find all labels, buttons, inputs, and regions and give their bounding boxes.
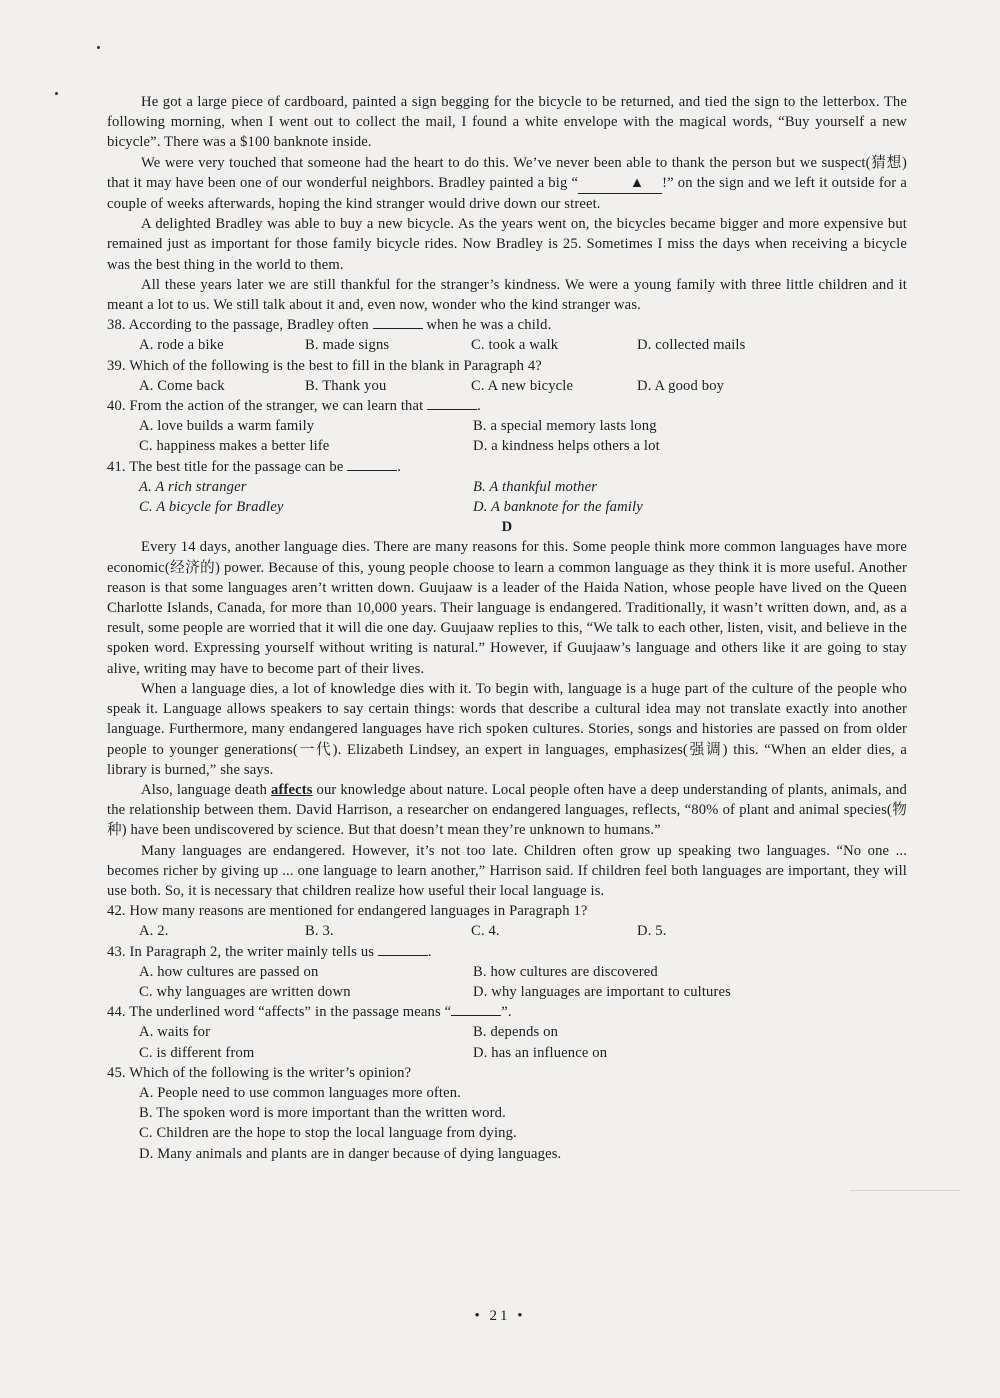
question-text: . — [397, 458, 402, 475]
question-text: ”. — [501, 1004, 512, 1021]
option: D. has an influence on — [473, 1044, 608, 1061]
page-number: • 21 • — [474, 1308, 526, 1324]
passage-c-paragraph: All these years later we are still thankful for the stranger’s kindness. We were a young family with three little children and it meant a lot to us. We still talk about it and, even now, wonder who the kind stranger was. — [107, 276, 907, 314]
question-options — [139, 335, 907, 355]
passage-c-paragraph: A delighted Bradley was able to buy a new bicycle. As the years went on, the bicycles became bigger and more expensive but remained just as important for those family bicycle rides. Now Bradley is 25. Sometimes I miss the days when receiving a bicycle was the best thing in the world to them. — [107, 216, 907, 273]
option: C. is different from — [139, 1044, 255, 1061]
scan-mark — [850, 1190, 960, 1191]
passage-d-paragraph: Many languages are endangered. However, it’s not too late. Children often grow up speaking two languages. “No one ... becomes richer by giving up ... one language to learn another,” Harrison said. If children feel both languages are important, they will use both. So, it is necessary that children realize how useful their local language is. — [107, 842, 907, 899]
option: B. made signs — [305, 337, 390, 354]
option: A. love builds a warm family — [139, 418, 315, 435]
question-stem — [107, 942, 907, 962]
option: C. A new bicycle — [471, 377, 574, 394]
question-stem — [107, 315, 907, 335]
answer-blank — [347, 458, 397, 471]
passage-c-paragraph: He got a large piece of cardboard, painted a sign begging for the bicycle to be returned, and tied the sign to the letterbox. The following morning, when I went out to collect the mail, I found a white envelope with the magical words, “Buy yourself a new bicycle”. There was a $100 banknote inside. — [107, 94, 907, 151]
underlined-word: affects — [271, 781, 313, 798]
option: B. how cultures are discovered — [473, 963, 658, 980]
question-stem: 45. Which of the following is the writer’s opinion? — [107, 1064, 412, 1081]
option: C. 4. — [471, 923, 500, 940]
option: C. A bicycle for Bradley — [139, 499, 284, 516]
fill-in-blank: ▲ — [578, 173, 662, 194]
option: B. 3. — [305, 923, 334, 940]
question-options — [139, 1083, 907, 1164]
answer-blank — [373, 316, 423, 329]
question-text: 43. In Paragraph 2, the writer mainly tells us — [107, 943, 375, 960]
answer-blank — [451, 1003, 501, 1016]
option: B. a special memory lasts long — [473, 418, 657, 435]
answer-blank — [378, 943, 428, 956]
option: C. took a walk — [471, 337, 559, 354]
question-options — [139, 477, 907, 517]
option: D. 5. — [637, 923, 667, 940]
paragraph-text: Also, language death — [141, 781, 271, 798]
option: A. 2. — [139, 923, 169, 940]
passage-c-paragraph — [107, 153, 907, 215]
question-options — [139, 376, 907, 396]
passage-d-paragraph: When a language dies, a lot of knowledge dies with it. To begin with, language is a huge part of the culture of the people who speak it. Language allows speakers to say certain things: words that describe a cultural idea may not translate exactly into another language. Furthermore, many endangered languages have rich spoken cultures. Stories, songs and histories are passed on from older people to younger generations(一代). Elizabeth Lindsey, an expert in languages, emphasizes(强调) this. “When an elder dies, a library is burned,” she says. — [107, 680, 907, 778]
question-text: 41. The best title for the passage can be — [107, 458, 344, 475]
question-options — [139, 1022, 907, 1062]
question-text: when he was a child. — [426, 317, 552, 334]
option: A. how cultures are passed on — [139, 963, 319, 980]
option: B. A thankful mother — [473, 478, 598, 495]
option: D. collected mails — [637, 337, 746, 354]
option: A. waits for — [139, 1024, 211, 1041]
question-stem — [107, 1002, 907, 1022]
option: A. Come back — [139, 377, 225, 394]
option: A. A rich stranger — [139, 478, 247, 495]
question-options — [139, 962, 907, 1002]
passage-d-paragraph — [107, 780, 907, 841]
option: C. Children are the hope to stop the local language from dying. — [139, 1125, 517, 1142]
option: B. The spoken word is more important than the written word. — [139, 1105, 506, 1122]
paragraph-text: our knowledge about nature. Local people often have a deep understanding of plants, animals, and the relationship between them. David Harrison, a researcher on endangered languages, reflects, “80% of plant and animal species(物种) have been undiscovered by science. But that doesn’t mean they’re unknown to humans.” — [107, 781, 908, 839]
passage-d-paragraph: Every 14 days, another language dies. There are many reasons for this. Some people think more common languages have more economic(经济的) power. Because of this, young people choose to learn a common language as they think it is more useful. Another reason is that some languages aren’t written down. Guujaaw is a leader of the Haida Nation, whose people have lived on the Queen Charlotte Islands, Canada, for more than 10,000 years. Their language is endangered. Traditionally, it wasn’t written down, and, as a result, some people are worried that it will die one day. Guujaaw replies to this, “We talk to each other, listen, visit, and believe in the spoken word. Expressing yourself without writing is natural.” However, if Guujaaw’s language and others like it are going to stay alive, writing may have to become part of their lives. — [107, 539, 907, 677]
paragraph-text: !” on the sign and we left it outside for a couple of weeks afterwards, hoping the kind stranger would drive down our street. — [107, 174, 907, 213]
paragraph-text: We were very touched that someone had the heart to do this. We’ve never been able to thank the person but we suspect(猜想) that it may have been one of our wonderful neighbors. Bradley painted a big “ — [107, 154, 907, 191]
question-stem — [107, 457, 907, 477]
question-stem: 39. Which of the following is the best to fill in the blank in Paragraph 4? — [107, 357, 542, 374]
question-stem: 42. How many reasons are mentioned for endangered languages in Paragraph 1? — [107, 903, 588, 920]
question-text: . — [477, 398, 481, 415]
question-text: 40. From the action of the stranger, we can learn that — [107, 398, 424, 415]
answer-blank — [427, 397, 477, 410]
option: D. A good boy — [637, 377, 725, 394]
option: C. why languages are written down — [139, 983, 351, 1000]
question-text: . — [427, 943, 432, 960]
section-heading: D — [501, 519, 513, 536]
option: D. a kindness helps others a lot — [473, 438, 660, 455]
scan-mark — [55, 92, 58, 95]
question-options — [139, 416, 907, 456]
question-text: 38. According to the passage, Bradley often — [107, 317, 369, 334]
option: B. depends on — [473, 1024, 559, 1041]
option: D. why languages are important to cultures — [473, 983, 731, 1000]
question-stem — [107, 396, 907, 416]
option: D. A banknote for the family — [473, 499, 643, 516]
exam-content — [107, 92, 907, 1164]
option: A. rode a bike — [139, 337, 224, 354]
option: C. happiness makes a better life — [139, 438, 330, 455]
option: D. Many animals and plants are in danger because of dying languages. — [139, 1145, 562, 1162]
option: B. Thank you — [305, 377, 387, 394]
scan-mark — [97, 46, 100, 49]
question-text: 44. The underlined word “affects” in the passage means “ — [107, 1004, 452, 1021]
option: A. People need to use common languages more often. — [139, 1084, 461, 1101]
question-options — [139, 921, 907, 941]
